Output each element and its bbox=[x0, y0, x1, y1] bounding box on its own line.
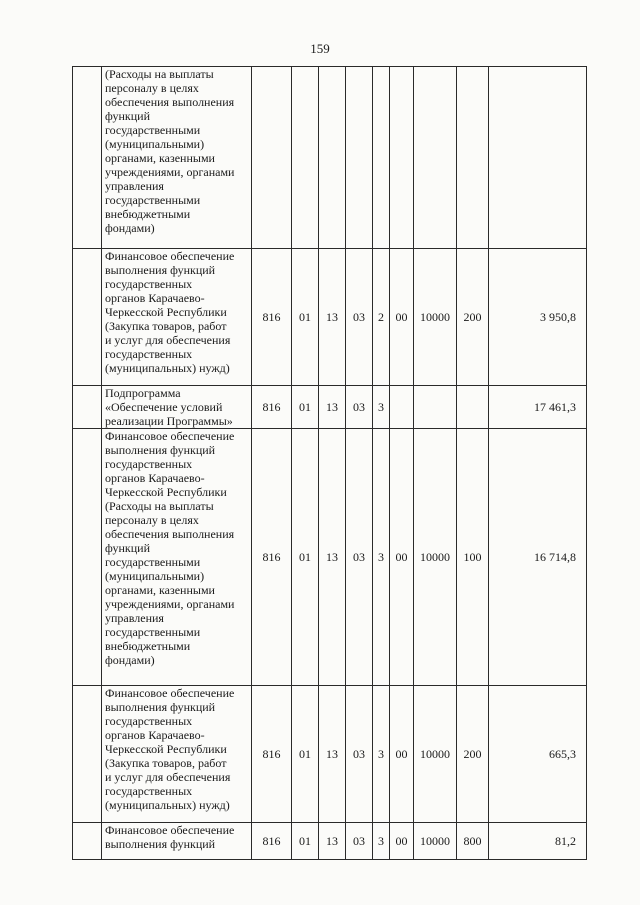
cell-program: 03 bbox=[346, 386, 373, 429]
cell-direction: 00 bbox=[390, 429, 414, 686]
cell-direction: 00 bbox=[390, 249, 414, 386]
cell-expense-code: 10000 bbox=[414, 823, 457, 860]
row-name-text: Финансовое обеспечение выполнения функций государственных органов Карачаево- Черкесской Республики (Расходы на выплаты персоналу в целях обеспечения выполнения функций государственными (муниципальными) органами, казенными учреждениями, органами управления государственными внебюджетными фондами) bbox=[105, 429, 235, 667]
cell-subprogram: 2 bbox=[373, 249, 390, 386]
cell-subsection: 13 bbox=[319, 429, 346, 686]
cell-subprogram: 3 bbox=[373, 386, 390, 429]
cell-section bbox=[292, 67, 319, 249]
cell-subprogram bbox=[373, 67, 390, 249]
cell-program: 03 bbox=[346, 823, 373, 860]
cell-kind: 100 bbox=[457, 429, 489, 686]
cell-amount: 3 950,8 bbox=[489, 249, 587, 386]
cell-amount bbox=[489, 67, 587, 249]
cell-section: 01 bbox=[292, 686, 319, 823]
row-name-text: (Расходы на выплаты персоналу в целях обеспечения выполнения функций государственными (муниципальными) органами, казенными учреждениями, органами управления государственными внебюджетными фондами) bbox=[105, 67, 235, 235]
cell-program: 03 bbox=[346, 249, 373, 386]
table-row bbox=[73, 386, 587, 429]
cell-num bbox=[73, 686, 102, 823]
row-name-cell bbox=[102, 823, 252, 860]
cell-ministry: 816 bbox=[252, 249, 292, 386]
cell-section: 01 bbox=[292, 429, 319, 686]
row-name-cell bbox=[102, 686, 252, 823]
cell-direction bbox=[390, 386, 414, 429]
cell-subprogram: 3 bbox=[373, 823, 390, 860]
cell-amount: 81,2 bbox=[489, 823, 587, 860]
cell-subsection bbox=[319, 67, 346, 249]
cell-direction bbox=[390, 67, 414, 249]
cell-ministry: 816 bbox=[252, 429, 292, 686]
row-name-text: Финансовое обеспечение выполнения функций bbox=[105, 823, 235, 851]
cell-expense-code bbox=[414, 386, 457, 429]
cell-program bbox=[346, 67, 373, 249]
cell-amount: 17 461,3 bbox=[489, 386, 587, 429]
cell-amount: 665,3 bbox=[489, 686, 587, 823]
page-number: 159 bbox=[310, 41, 330, 56]
cell-subsection: 13 bbox=[319, 823, 346, 860]
cell-num bbox=[73, 823, 102, 860]
row-name-cell bbox=[102, 386, 252, 429]
row-name-text: Подпрограмма «Обеспечение условий реализации Программы» bbox=[105, 386, 233, 428]
cell-expense-code: 10000 bbox=[414, 686, 457, 823]
table-row bbox=[73, 67, 587, 249]
cell-ministry: 816 bbox=[252, 686, 292, 823]
cell-direction: 00 bbox=[390, 686, 414, 823]
cell-num bbox=[73, 429, 102, 686]
table-row bbox=[73, 429, 587, 686]
cell-ministry bbox=[252, 67, 292, 249]
cell-program: 03 bbox=[346, 686, 373, 823]
budget-table bbox=[72, 66, 587, 860]
cell-kind: 200 bbox=[457, 249, 489, 386]
cell-num bbox=[73, 67, 102, 249]
cell-subprogram: 3 bbox=[373, 686, 390, 823]
cell-ministry: 816 bbox=[252, 386, 292, 429]
cell-expense-code: 10000 bbox=[414, 429, 457, 686]
cell-subsection: 13 bbox=[319, 249, 346, 386]
cell-kind: 800 bbox=[457, 823, 489, 860]
cell-num bbox=[73, 386, 102, 429]
cell-num bbox=[73, 249, 102, 386]
cell-expense-code bbox=[414, 67, 457, 249]
cell-section: 01 bbox=[292, 386, 319, 429]
row-name-text: Финансовое обеспечение выполнения функций государственных органов Карачаево- Черкесской Республики (Закупка товаров, работ и услуг для обеспечения государственных (муниципальных) нужд) bbox=[105, 249, 235, 375]
cell-amount: 16 714,8 bbox=[489, 429, 587, 686]
cell-subsection: 13 bbox=[319, 386, 346, 429]
row-name-text: Финансовое обеспечение выполнения функций государственных органов Карачаево- Черкесской Республики (Закупка товаров, работ и услуг для обеспечения государственных (муниципальных) нужд) bbox=[105, 686, 235, 812]
table-row bbox=[73, 686, 587, 823]
row-name-cell bbox=[102, 429, 252, 686]
table-row bbox=[73, 249, 587, 386]
cell-ministry: 816 bbox=[252, 823, 292, 860]
cell-subsection: 13 bbox=[319, 686, 346, 823]
row-name-cell bbox=[102, 249, 252, 386]
cell-kind bbox=[457, 386, 489, 429]
table-row bbox=[73, 823, 587, 860]
row-name-cell bbox=[102, 67, 252, 249]
cell-kind bbox=[457, 67, 489, 249]
cell-kind: 200 bbox=[457, 686, 489, 823]
cell-program: 03 bbox=[346, 429, 373, 686]
cell-section: 01 bbox=[292, 249, 319, 386]
cell-section: 01 bbox=[292, 823, 319, 860]
cell-direction: 00 bbox=[390, 823, 414, 860]
cell-expense-code: 10000 bbox=[414, 249, 457, 386]
cell-subprogram: 3 bbox=[373, 429, 390, 686]
